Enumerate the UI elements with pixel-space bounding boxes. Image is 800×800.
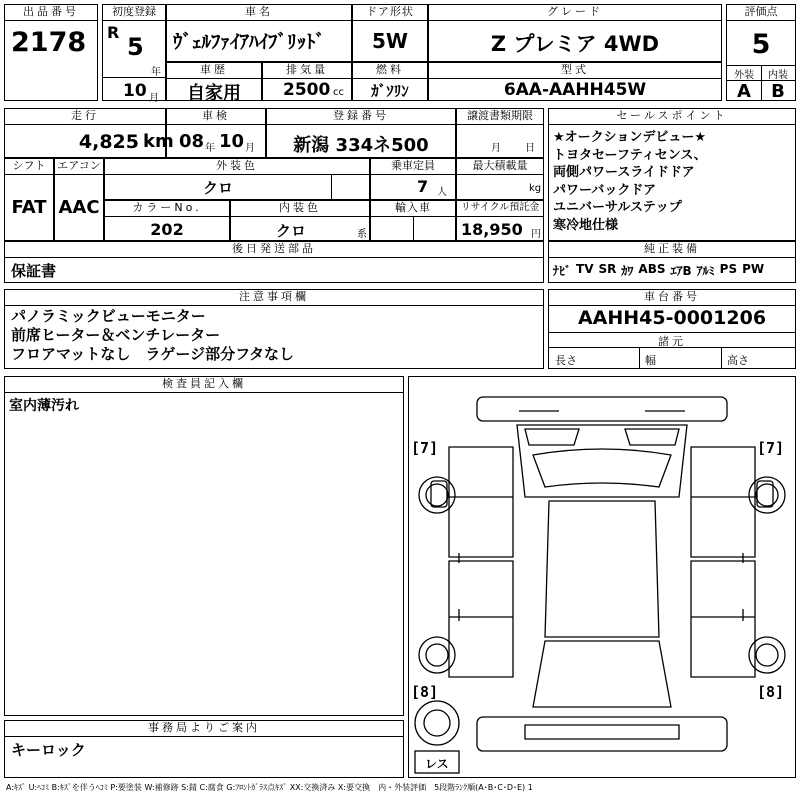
first-reg-year-unit: 年 bbox=[151, 67, 161, 78]
transfer-box bbox=[456, 108, 544, 158]
car-name-header: 車名 bbox=[167, 5, 351, 21]
spec-height-label: 高さ bbox=[727, 354, 749, 367]
equip-leather: ｶﾜ bbox=[621, 264, 634, 278]
chassis-number: AAHH45-0001206 bbox=[577, 307, 767, 329]
sales-point-item: パワーバックドア bbox=[553, 182, 656, 198]
mileage-header: 走行 bbox=[5, 109, 165, 125]
color-no-box bbox=[104, 200, 230, 241]
inspection-year: 08 bbox=[179, 131, 205, 152]
transfer-day-unit: 日 bbox=[525, 143, 535, 154]
history-box bbox=[166, 62, 262, 104]
transfer-header: 譲渡書類期限 bbox=[457, 109, 543, 125]
max-load-box bbox=[456, 158, 544, 200]
note-line: パノラミックビューモニター bbox=[11, 307, 206, 325]
int-color-header: 内装色 bbox=[231, 201, 369, 217]
recycle-box bbox=[456, 200, 544, 241]
car-outline-diagram bbox=[409, 377, 795, 777]
fuel: ｶﾞｿﾘﾝ bbox=[371, 82, 409, 100]
note-line: フロアマットなし ラゲージ部分フタなし bbox=[11, 345, 295, 363]
registration-box bbox=[266, 108, 456, 158]
shift-header: シフト bbox=[5, 159, 53, 175]
front-right-tire-depth: 7 bbox=[766, 439, 776, 457]
inspection-header: 車検 bbox=[167, 109, 265, 125]
color-no: 202 bbox=[150, 220, 184, 239]
displacement-box bbox=[262, 62, 352, 101]
int-color: クロ bbox=[275, 222, 306, 240]
spec-length-label: 長さ bbox=[555, 354, 577, 367]
sales-point-item: 寒冷地仕様 bbox=[553, 217, 619, 233]
aircon-header: エアコン bbox=[55, 159, 103, 175]
car-name-box bbox=[166, 4, 352, 62]
inspector-notes: 室内薄汚れ bbox=[9, 398, 79, 414]
import-header: 輸入車 bbox=[371, 201, 455, 217]
int-color-unit: 系 bbox=[357, 229, 367, 240]
inspection-year-unit: 年 bbox=[205, 143, 215, 154]
first-reg-year: 5 bbox=[127, 33, 144, 61]
recycle-unit: 円 bbox=[531, 229, 541, 240]
equip-abs: ABS bbox=[638, 262, 666, 276]
model-code: 6AA-AAHH45W bbox=[503, 80, 647, 100]
door-shape: 5W bbox=[372, 29, 408, 53]
equip-alloy: ｱﾙﾐ bbox=[696, 264, 715, 278]
registration-header: 登録番号 bbox=[267, 109, 455, 125]
score-box bbox=[726, 4, 796, 101]
model-box bbox=[428, 62, 722, 101]
score-header: 評価点 bbox=[727, 5, 795, 21]
recycle-header: リサイクル預託金 bbox=[457, 201, 543, 217]
inspector-header: 検査員記入欄 bbox=[5, 377, 403, 393]
overall-score: 5 bbox=[751, 29, 771, 60]
lot-number-box bbox=[4, 4, 98, 101]
lot-number: 2178 bbox=[11, 27, 87, 58]
history-header: 車歴 bbox=[167, 63, 261, 79]
sales-points-header: セールスポイント bbox=[549, 109, 795, 125]
sales-point-item: ★オークションデビュー★ bbox=[553, 130, 707, 145]
shift: FAT bbox=[11, 197, 47, 218]
equip-airbag: ｴｱB bbox=[670, 264, 692, 278]
std-equip-box bbox=[548, 241, 796, 283]
damage-code-legend: A:ｷｽﾞ U:ﾍｺﾐ B:ｷｽﾞを伴うﾍｺﾐ P:要塗装 W:補修跡 S:錆 C:腐食 G:ﾌﾛﾝﾄｶﾞﾗｽ点ｷｽﾞ XX:交換済み X:要交換 内・外装評価 5段階ﾗﾝｸ順(A･B･C･D･E) 1 bbox=[6, 783, 533, 792]
recycle-fee: 18,950 bbox=[461, 220, 523, 239]
max-load-header: 最大積載量 bbox=[457, 159, 543, 175]
car-diagram: [7] [7] [8] [8] レス bbox=[408, 376, 796, 778]
first-registration-header: 初度登録 bbox=[103, 5, 165, 21]
interior-score-header: 内装 bbox=[768, 70, 788, 81]
door-shape-box bbox=[352, 4, 428, 62]
chassis-box bbox=[548, 289, 796, 369]
transfer-month-unit: 月 bbox=[491, 143, 501, 154]
office-header: 事務局よりご案内 bbox=[5, 721, 403, 737]
color-no-header: カラーNo. bbox=[105, 201, 229, 217]
first-reg-month-unit: 月 bbox=[149, 93, 159, 104]
max-load-unit: kg bbox=[529, 183, 542, 194]
aircon-box bbox=[54, 158, 104, 241]
era-label: R bbox=[107, 23, 120, 42]
capacity-box bbox=[370, 158, 456, 200]
displacement-unit: cc bbox=[333, 87, 344, 98]
equip-tv: TV bbox=[576, 262, 594, 276]
capacity: 7 bbox=[417, 177, 429, 196]
equip-navi: ﾅﾋﾞ bbox=[553, 264, 572, 278]
grade-header: グレード bbox=[429, 5, 721, 21]
equip-ps: PS bbox=[719, 262, 738, 276]
first-registration-box bbox=[102, 4, 166, 104]
displacement: 2500 bbox=[283, 80, 331, 100]
inspection-month-unit: 月 bbox=[245, 143, 255, 154]
equip-pw: PW bbox=[742, 262, 765, 276]
mileage-unit: km bbox=[143, 131, 174, 152]
spec-width-label: 幅 bbox=[645, 354, 656, 367]
note-line: 前席ヒーター＆ベンチレーター bbox=[11, 326, 221, 344]
office-notes: キーロック bbox=[11, 741, 86, 759]
fuel-header: 燃料 bbox=[353, 63, 427, 79]
specs-header: 諸元 bbox=[658, 335, 686, 348]
exterior-score-header: 外装 bbox=[734, 70, 754, 81]
fuel-box bbox=[352, 62, 428, 101]
history: 自家用 bbox=[187, 83, 241, 104]
office-box bbox=[4, 720, 404, 778]
mileage-box bbox=[4, 108, 174, 158]
ext-color: クロ bbox=[202, 179, 233, 197]
equip-sunroof: SR bbox=[598, 262, 617, 276]
ext-color-header: 外装色 bbox=[105, 159, 369, 175]
ext-color-box bbox=[104, 158, 370, 200]
import-box bbox=[370, 200, 456, 241]
int-color-box bbox=[230, 200, 370, 241]
capacity-unit: 人 bbox=[437, 187, 447, 198]
lot-number-header: 出品番号 bbox=[5, 5, 97, 21]
inspection-month: 10 bbox=[219, 131, 245, 152]
notes-header: 注意事項欄 bbox=[5, 290, 543, 306]
later-parts-header: 後日発送部品 bbox=[5, 242, 543, 258]
std-equip-header: 純正装備 bbox=[549, 242, 795, 258]
shift-box bbox=[4, 158, 54, 241]
aircon: AAC bbox=[58, 197, 100, 218]
later-parts: 保証書 bbox=[11, 262, 57, 280]
registration-number: 新潟 334ネ500 bbox=[293, 135, 429, 156]
model-header: 型式 bbox=[429, 63, 721, 79]
notes-box bbox=[4, 289, 544, 369]
interior-score: B bbox=[771, 81, 785, 102]
later-parts-box bbox=[4, 241, 544, 283]
inspection-box bbox=[166, 108, 266, 158]
sales-point-item: ユニバーサルステップ bbox=[553, 200, 682, 215]
grade: Z プレミア 4WD bbox=[490, 32, 660, 56]
grade-box bbox=[428, 4, 722, 62]
sales-point-item: 両側パワースライドドア bbox=[553, 165, 695, 180]
front-left-tire-depth: 7 bbox=[420, 439, 430, 457]
mileage: 4,825 bbox=[78, 131, 139, 153]
spare-tire-status: レス bbox=[425, 757, 449, 771]
rear-left-tire-depth: 8 bbox=[420, 683, 430, 701]
door-shape-header: ドア形状 bbox=[353, 5, 427, 21]
car-name: ｳﾞｪﾙﾌｧｲｱﾊｲﾌﾞﾘｯﾄﾞ bbox=[173, 31, 326, 53]
rear-right-tire-depth: 8 bbox=[766, 683, 776, 701]
exterior-score: A bbox=[737, 81, 751, 102]
chassis-header: 車台番号 bbox=[549, 290, 795, 306]
sales-points-box bbox=[548, 108, 796, 241]
displacement-header: 排気量 bbox=[263, 63, 351, 79]
sales-point-item: トヨタセーフティセンス、 bbox=[553, 147, 707, 163]
inspector-box bbox=[4, 376, 404, 716]
first-reg-month: 10 bbox=[123, 81, 147, 101]
capacity-header: 乗車定員 bbox=[371, 159, 455, 175]
